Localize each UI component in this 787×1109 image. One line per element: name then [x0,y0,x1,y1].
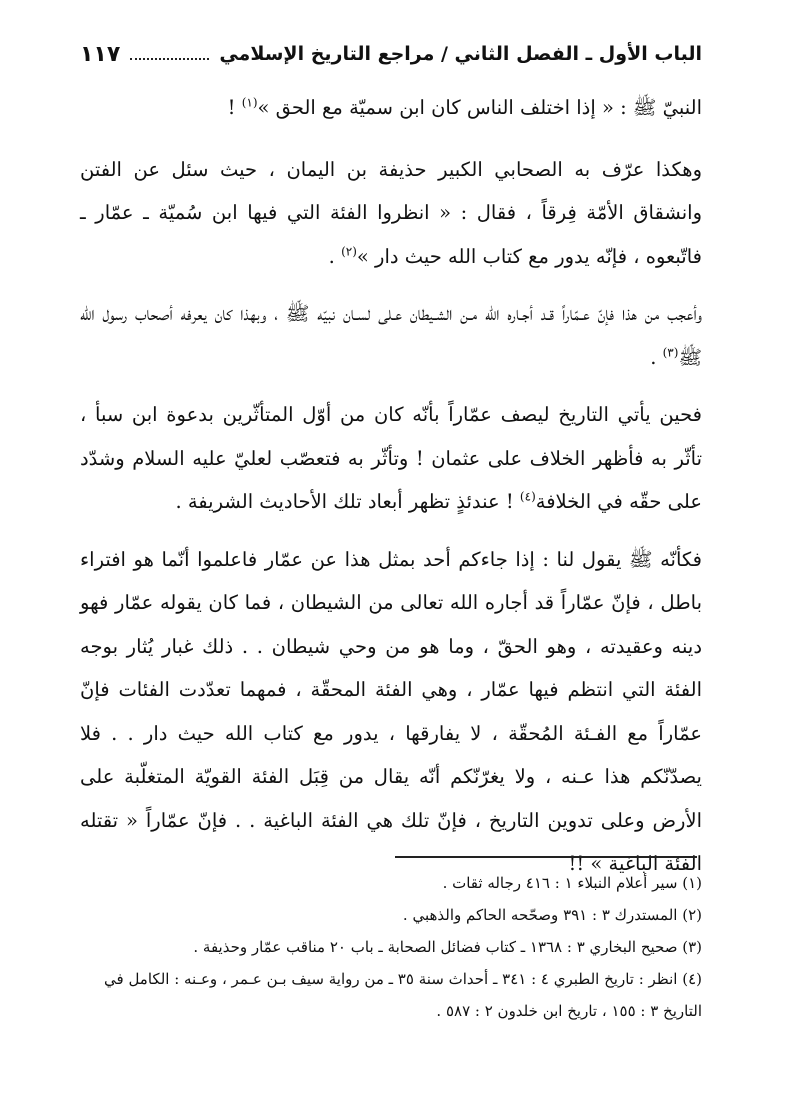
paragraph-tail: ! عندئذٍ تظهر أبعاد تلك الأحاديث الشريفة . [175,490,520,513]
main-text [80,86,702,900]
footnotes [92,867,702,1027]
paragraph-text: وأعجب من هذا فإنّ عـمّاراً قـد أجـاره الله مـن الشـيطان عـلى لسـان نبيّه ﷺ ، وبهذا كان يعرفه أصحاب رسول الله ﷺ [80,302,702,369]
footnote: (٣) صحيح البخاري ٣ : ١٣٦٨ ـ كتاب فضائل الصحابة ـ باب ٢٠ مناقب عمّار وحذيفة . [193,938,702,956]
running-header [80,34,702,74]
paragraph-text: فحين يأتي التاريخ ليصف عمّاراً بأنّه كان من أوّل المتأثّرين بدعوة ابن سبأ ، تأثّر به فأظهر الخلاف على عثمان ! وتأثّر به فتعصّب لعليّ عليه السلام وشدّد على حقّه في الخلافة [80,403,702,513]
paragraph-tail: . [650,345,663,369]
footnote-ref: (٢) [341,244,357,258]
header-leader-dots [130,58,209,60]
paragraph-tail: ! [227,96,242,119]
paragraph-text: فكأنّه ﷺ يقول لنا : إذا جاءكم أحد بمثل هذا عن عمّار فاعلموا أنّما هو افتراء باطل ، فإنّ عمّاراً قد أجاره الله تعالى من الشيطان ، فما كان يقوله عمّار فهو دينه وعقيدته ، وهو الحقّ ، وما هو من وحي شيطان . . ذلك غبار يُثار بوجه الفئة التي انتظم فيها عمّار ، وهي الفئة المحقّة ، فمهما تعدّدت الفئات فإنّ عمّاراً مع الفـئة المُحقّة ، لا يفارقها ، يدور مع كتاب الله حيث دار . . فلا يصدّنّكم هذا عـنه ، ولا يغرّنّكم أنّه يقال من قِبَل الفئة القويّة المتغلّبة على الأرض وعلى تدوين التاريخ ، فإنّ تلك هي الفئة الباغية . . فإنّ عمّاراً « تقتله الفئة الباغية » !! [80,547,702,875]
footnote-ref: (٤) [519,489,536,504]
header-title: الباب الأول ـ الفصل الثاني / مراجع التاريخ الإسلامي [219,43,702,65]
paragraph-text: النبيّ ﷺ : « إذا اختلف الناس كان ابن سميّة مع الحق » [257,96,702,119]
footnote-ref: (١) [241,95,258,110]
paragraph [80,393,702,524]
paragraph [80,148,702,279]
footnote: (٢) المستدرك ٣ : ٣٩١ وصحّحه الحاكم والذهبي . [402,906,702,924]
page-number: ١١٧ [80,41,121,67]
paragraph [80,86,702,130]
paragraph-tail: . [328,244,342,268]
paragraph [80,538,702,886]
footnote-divider [395,856,697,858]
paragraph-text: وهكذا عرّف به الصحابي الكبير حذيفة بن اليمان ، حيث سئل عن الفتن وانشقاق الأمّة فِرقاً ، فقال : « انظروا الفئة التي فيها ابن سُميّة ـ عمّار ـ فاتّبعوه ، فإنّه يدور مع كتاب الله حيث دار » [80,157,702,268]
paragraph [80,292,702,379]
footnote: (١) سير أعلام النبلاء ١ : ٤١٦ رجاله ثقات . [442,874,702,892]
footnote: (٤) انظر : تاريخ الطبري ٤ : ٣٤١ ـ أحداث سنة ٣٥ ـ من رواية سيف بـن عـمر ، وعـنه : الكامل في التاريخ ٣ : ١٥٥ ، تاريخ ابن خلدون ٢ : ٥٨٧ . [104,970,702,1020]
footnote-ref: (٣) [662,345,679,359]
